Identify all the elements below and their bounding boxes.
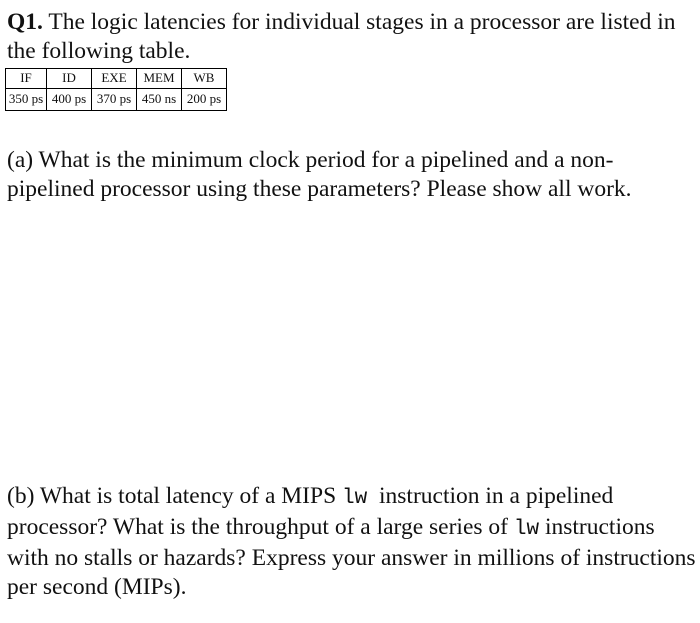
part-b-text: instruction in a pipelined processor? What is the throughput of a large series of bbox=[7, 483, 620, 540]
table-header-cell: EXE bbox=[92, 69, 137, 89]
code-lw: lw bbox=[513, 518, 540, 541]
code-lw: lw bbox=[342, 487, 368, 510]
table-header-row bbox=[6, 69, 227, 89]
part-b-question bbox=[7, 482, 697, 602]
latency-table bbox=[5, 68, 227, 111]
part-a-question: (a) What is the minimum clock period for a pipelined and a non-pipelined processor using these parameters? Please show all work. bbox=[7, 147, 632, 202]
table-header-cell: WB bbox=[182, 69, 227, 89]
table-cell: 400 ps bbox=[47, 89, 92, 111]
table-row bbox=[6, 89, 227, 111]
table-cell: 370 ps bbox=[92, 89, 137, 111]
table-cell: 350 ps bbox=[6, 89, 47, 111]
part-b-text: (b) What is total latency of a MIPS bbox=[7, 483, 343, 509]
part-b-text: instructions with no stalls or hazards? Express your answer in millions of instructions per second (MIPs). bbox=[7, 514, 696, 600]
table-header-cell: ID bbox=[47, 69, 92, 89]
table-header-cell: IF bbox=[6, 69, 47, 89]
question-prompt bbox=[7, 8, 697, 66]
table-header-cell: MEM bbox=[137, 69, 182, 89]
table-cell: 200 ps bbox=[182, 89, 227, 111]
table-cell: 450 ns bbox=[137, 89, 182, 111]
question-intro: The logic latencies for individual stages in a processor are listed in the following table. bbox=[7, 9, 676, 64]
question-number: Q1. bbox=[7, 9, 43, 35]
